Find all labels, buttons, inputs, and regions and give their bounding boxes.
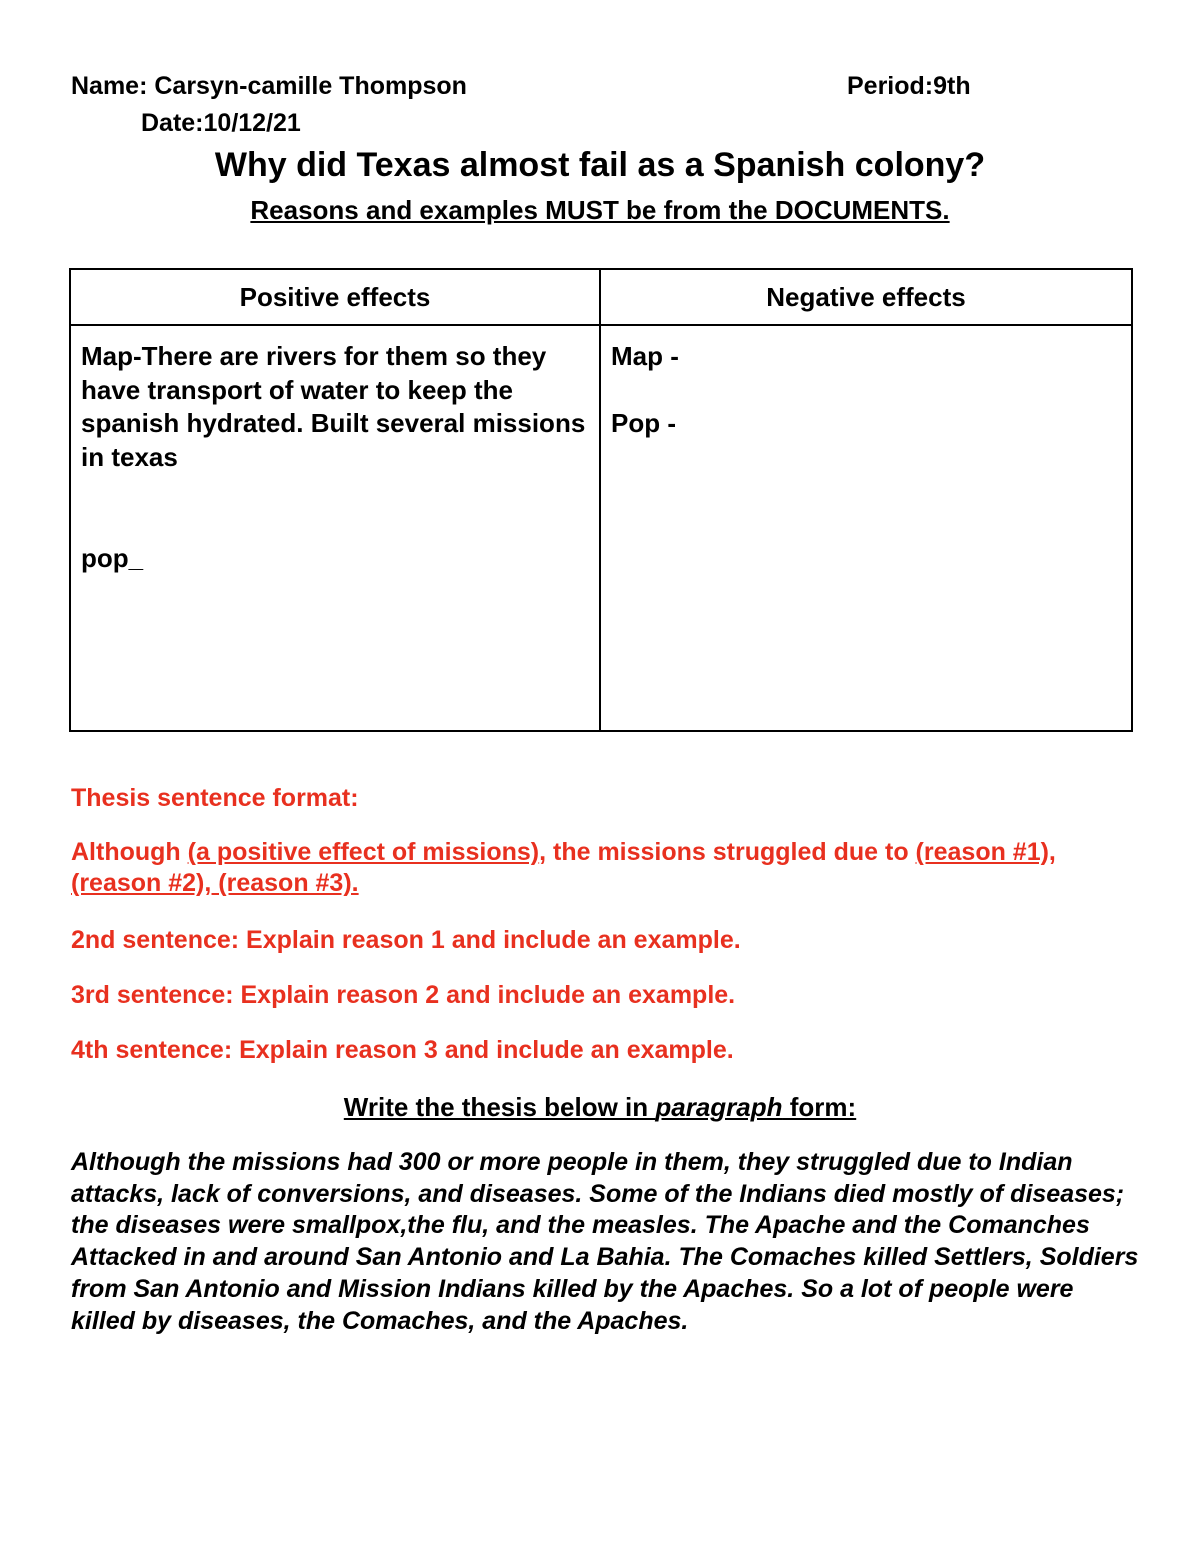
page-title: Why did Texas almost fail as a Spanish colony? [214, 146, 986, 184]
thesis-template-placeholder: (reason #1), (reason #2), (reason #3). [71, 838, 1056, 897]
student-name: Name: Carsyn-camille Thompson [71, 72, 467, 100]
write-heading-text: form: [782, 1092, 857, 1122]
page-subtitle: Reasons and examples MUST be from the DOCUMENTS. [250, 195, 950, 225]
third-sentence-instruction: 3rd sentence: Explain reason 2 and include an example. [71, 981, 736, 1009]
positive-pop-note: pop_ [81, 543, 144, 573]
thesis-format-label: Thesis sentence format: [71, 784, 359, 812]
thesis-paragraph: Although the missions had 300 or more people in them, they struggled due to Indian attacks, lack of conversions, and diseases. Some of the Indians died mostly of diseases; the diseases were smallpox,the flu, and the measles. The Apache and the Comanches Attacked in and around San Antonio and La Bahia. The Comaches killed Settlers, Soldiers from San Antonio and Mission Indians killed by the Apaches. So a lot of people were killed by diseases, the Comaches, and the Apaches. [71, 1148, 1139, 1335]
cell-spacer [81, 474, 589, 542]
table-row [70, 325, 1132, 731]
write-thesis-heading [0, 1090, 1200, 1124]
write-heading-emphasis: paragraph [655, 1092, 783, 1122]
positive-map-note: Map-There are rivers for them so they have transport of water to keep the spanish hydrated. Built several missions in texas [81, 341, 586, 472]
positive-effects-header: Positive effects [70, 269, 600, 325]
negative-effects-header: Negative effects [600, 269, 1132, 325]
thesis-template-text: Although [71, 838, 188, 866]
negative-map-note: Map - [611, 341, 679, 371]
table-header-row [70, 269, 1132, 325]
negative-pop-note: Pop - [611, 407, 676, 438]
class-period: Period:9th [847, 72, 971, 100]
assignment-date: Date:10/12/21 [141, 109, 301, 137]
negative-effects-cell [600, 325, 1132, 731]
thesis-template-placeholder: (a positive effect of missions) [187, 838, 540, 866]
cell-spacer [611, 374, 1121, 407]
write-heading-text: Write the thesis below in [343, 1092, 656, 1122]
second-sentence-instruction: 2nd sentence: Explain reason 1 and include an example. [71, 926, 741, 954]
thesis-format-template [71, 837, 1131, 899]
thesis-template-text: , the missions struggled due to [539, 838, 916, 866]
fourth-sentence-instruction: 4th sentence: Explain reason 3 and include an example. [71, 1036, 734, 1064]
effects-table [69, 268, 1133, 732]
positive-effects-cell [70, 325, 600, 731]
